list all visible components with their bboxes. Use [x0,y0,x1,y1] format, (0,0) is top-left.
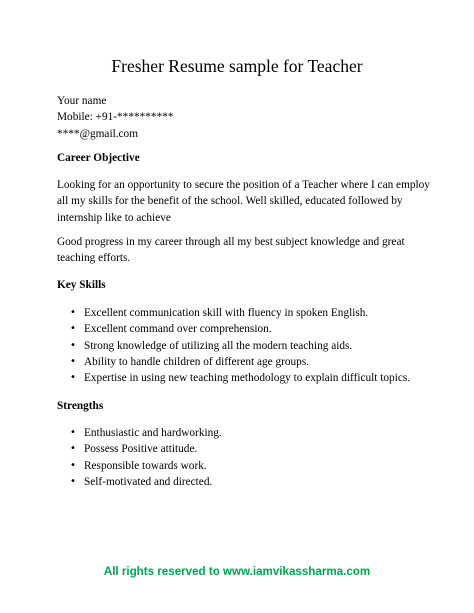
list-item-text: Responsible towards work. [84,459,207,472]
list-item [70,441,222,457]
list-item [70,321,410,337]
key-skills-list [70,305,410,386]
contact-email: ****@gmail.com [57,127,138,140]
strengths-heading: Strengths [57,400,104,412]
list-item [70,370,410,386]
bullet-icon: • [70,355,76,367]
paragraph-line: internship like to achieve [57,211,171,224]
paragraph-line: all my skills for the benefit of the school. Well skilled, educated followed by [57,195,403,208]
list-item-text: Ability to handle children of different age groups. [84,355,310,368]
list-item [70,458,222,474]
list-item-text: Excellent command over comprehension. [84,323,272,336]
bullet-icon: • [70,443,76,455]
page-title: Fresher Resume sample for Teacher [111,56,363,76]
list-item-text: Self-motivated and directed. [84,475,213,488]
list-item-text: Strong knowledge of utilizing all the modern teaching aids. [84,339,353,352]
bullet-icon: • [70,427,76,438]
paragraph-line: Looking for an opportunity to secure the position of a Teacher where I can employ [57,179,430,191]
strengths-list [70,425,222,490]
career-objective-paragraph-2 [57,234,405,267]
contact-block [57,93,174,142]
bullet-icon: • [70,339,76,351]
contact-name: Your name [57,95,107,107]
list-item-text: Possess Positive attitude. [84,443,198,456]
list-item [70,354,410,370]
bullet-icon: • [70,459,76,471]
paragraph-line: Good progress in my career through all my best subject knowledge and great [57,236,405,248]
list-item-text: Excellent communication skill with fluency in spoken English. [84,307,369,319]
list-item-text: Enthusiastic and hardworking. [84,427,222,439]
bullet-icon: • [70,475,76,487]
list-item-text: Expertise in using new teaching methodology to explain difficult topics. [84,372,411,385]
key-skills-heading: Key Skills [57,279,106,291]
list-item [70,305,410,321]
list-item [70,474,222,490]
career-objective-paragraph-1 [57,177,430,226]
paragraph-line: teaching efforts. [57,252,131,265]
contact-mobile: Mobile: +91-********** [57,111,174,124]
list-item [70,425,222,441]
bullet-icon: • [70,307,76,318]
footer-copyright: All rights reserved to www.iamvikassharma.com [103,565,371,578]
list-item [70,338,410,354]
career-objective-heading: Career Objective [57,152,140,164]
bullet-icon: • [70,372,76,384]
bullet-icon: • [70,323,76,335]
